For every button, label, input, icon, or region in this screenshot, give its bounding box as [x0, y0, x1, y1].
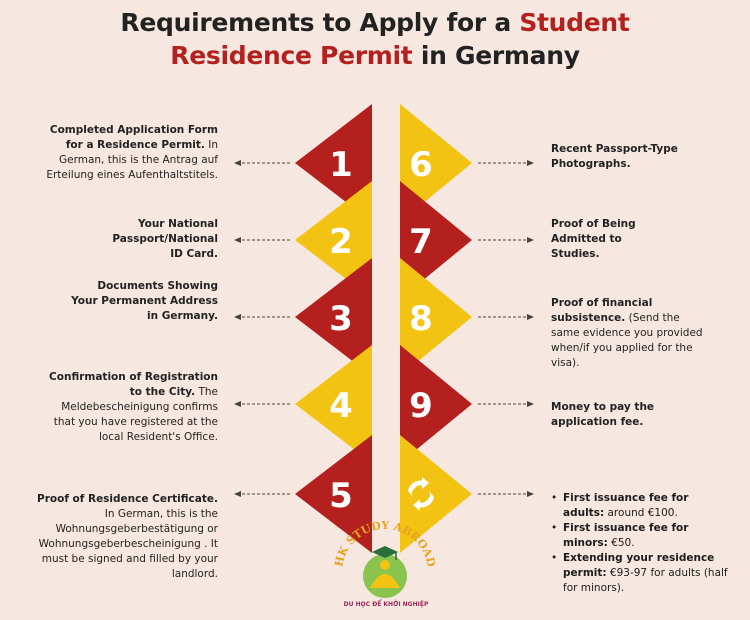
- item-4-text: [42, 370, 218, 445]
- item-2-text: [100, 217, 218, 262]
- number-7: 7: [409, 222, 433, 262]
- fee-extension-text: €93-97 for adults (half for minors).: [563, 567, 728, 594]
- item-7-bold: Proof of Being Admitted to Studies.: [551, 218, 636, 260]
- hk-study-abroad-logo: [330, 510, 440, 615]
- item-2-bold: Your National Passport/National ID Card.: [112, 218, 218, 260]
- fee-item-adults: [551, 491, 731, 521]
- title-line1-a: Requirements to Apply for a: [120, 8, 520, 37]
- item-1-text: [30, 123, 218, 183]
- item-7-text: [551, 217, 671, 262]
- right-arrows: [478, 163, 528, 494]
- left-arrowheads: [234, 160, 241, 497]
- item-9-text: [551, 400, 661, 430]
- logo-subtitle: DU HỌC ĐỂ KHỞI NGHIỆP: [343, 601, 429, 608]
- number-1: 1: [329, 145, 353, 185]
- number-4: 4: [329, 386, 353, 426]
- number-6: 6: [409, 145, 433, 185]
- logo-arc-text: HK STUDY ABROAD: [332, 518, 438, 568]
- right-arrowheads: [527, 160, 534, 497]
- item-9-bold: Money to pay the application fee.: [551, 401, 655, 428]
- item-5-desc: In German, this is the Wohnungsgeberbestätigung or Wohnungsgeberbescheinigung . It must be signed and filled by your landlord.: [38, 508, 218, 580]
- item-6-bold: Recent Passport-Type Photographs.: [551, 143, 678, 170]
- title-line2-a: Residence Permit: [170, 41, 413, 70]
- item-1-bold: Completed Application Form for a Residence Permit.: [49, 124, 218, 151]
- fee-minors-text: €50.: [607, 537, 635, 549]
- title-line2-b: in Germany: [412, 41, 580, 70]
- number-5: 5: [329, 476, 353, 516]
- item-8-bold: Proof of financial subsistence.: [551, 297, 653, 324]
- number-3: 3: [329, 299, 353, 339]
- number-9: 9: [409, 386, 433, 426]
- title-line1-b: Student: [519, 8, 630, 37]
- item-4-bold: Confirmation of Registration to the City.: [49, 371, 218, 398]
- number-8: 8: [409, 299, 433, 339]
- fee-item-extension: [551, 551, 731, 596]
- fee-minors-bold: First issuance fee for minors:: [563, 522, 689, 549]
- item-8-desc: (Send the same evidence you provided when/if you applied for the visa).: [551, 312, 703, 369]
- item-1-desc: In German, this is the Antrag auf Erteilung eines Aufenthaltstitels.: [46, 139, 218, 181]
- item-4-desc: The Meldebescheinigung confirms that you have registered at the local Resident's Office.: [53, 386, 218, 443]
- number-2: 2: [329, 222, 353, 262]
- fee-adults-bold: First issuance fee for adults:: [563, 492, 689, 519]
- item-3-bold: Documents Showing Your Permanent Address in Germany.: [71, 280, 218, 322]
- item-6-text: [551, 142, 681, 172]
- item-5-bold: Proof of Residence Certificate.: [37, 493, 218, 505]
- item-3-text: [70, 279, 218, 324]
- item-5-text: [28, 492, 218, 582]
- left-arrows: [240, 163, 290, 494]
- item-8-text: [551, 296, 711, 371]
- fee-list: [551, 491, 731, 596]
- fee-adults-text: around €100.: [604, 507, 678, 519]
- fee-item-minors: [551, 521, 731, 551]
- fee-extension-bold: Extending your residence permit:: [563, 552, 715, 579]
